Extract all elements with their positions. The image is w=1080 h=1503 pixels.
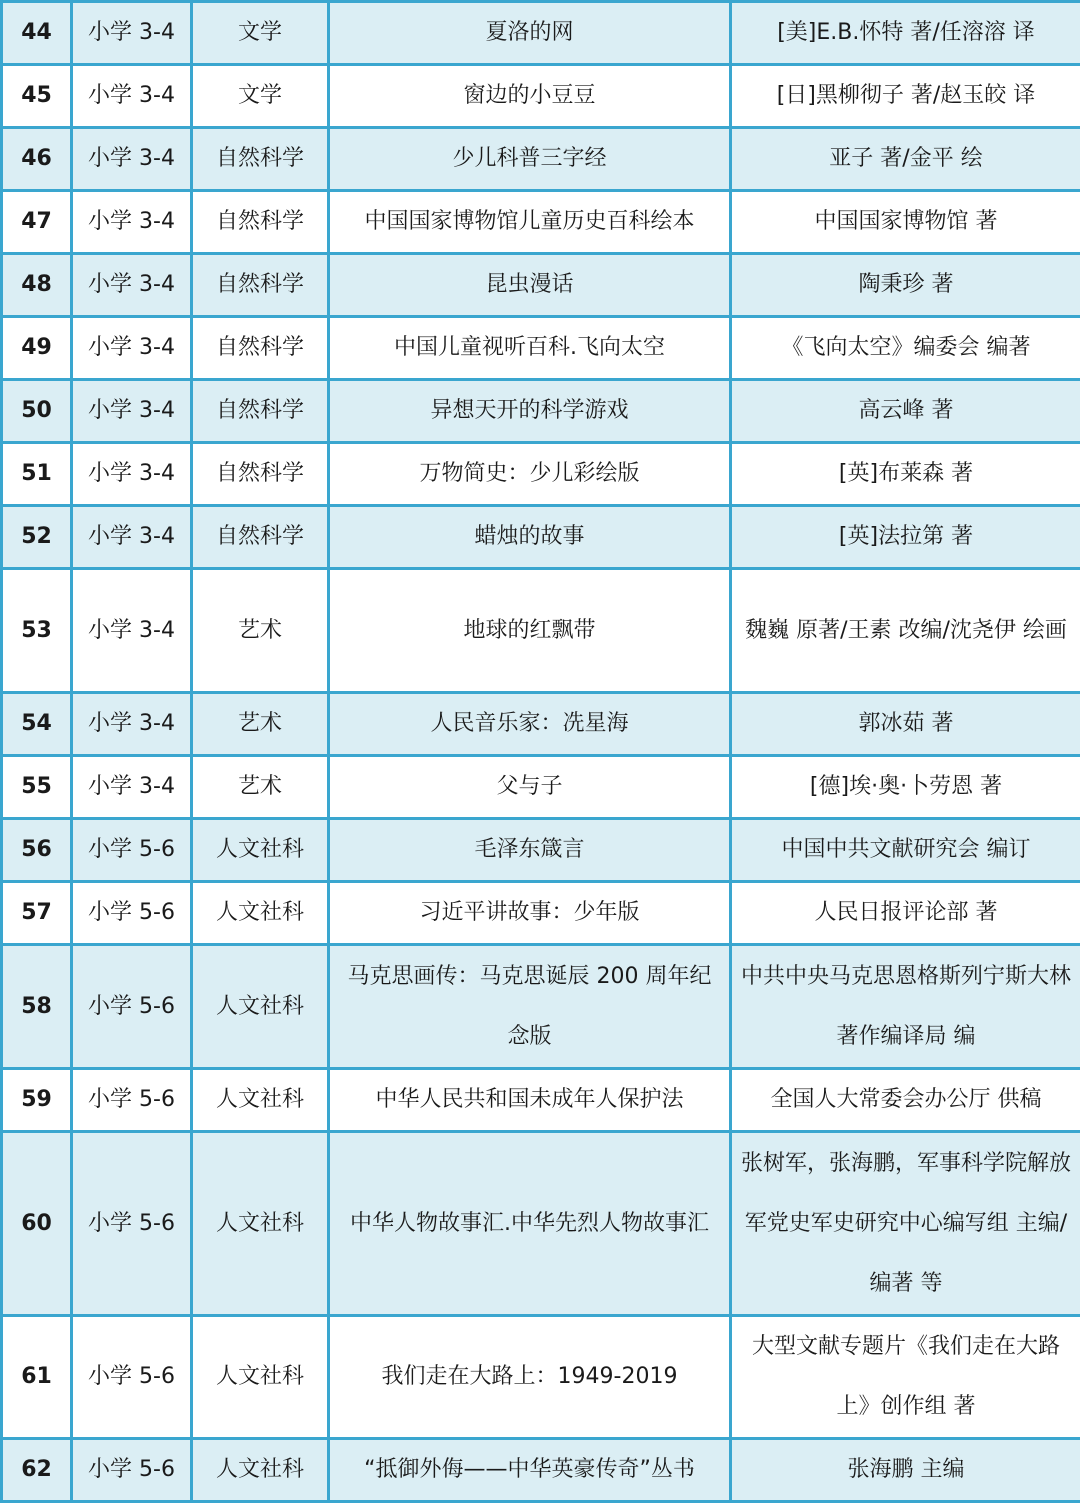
row-number: 60 — [2, 1132, 72, 1316]
category: 人文社科 — [192, 1132, 329, 1316]
grade-level: 小学 3-4 — [72, 65, 192, 128]
book-author: 亚子 著/金平 绘 — [731, 128, 1080, 191]
category: 人文社科 — [192, 1316, 329, 1439]
table-row — [2, 1439, 1080, 1502]
table-row — [2, 254, 1080, 317]
book-title: 人民音乐家：冼星海 — [329, 693, 731, 756]
table-row — [2, 443, 1080, 506]
category: 文学 — [192, 65, 329, 128]
grade-level: 小学 3-4 — [72, 569, 192, 693]
category: 人文社科 — [192, 882, 329, 945]
table-row — [2, 882, 1080, 945]
grade-level: 小学 3-4 — [72, 506, 192, 569]
grade-level: 小学 3-4 — [72, 443, 192, 506]
grade-level: 小学 5-6 — [72, 1316, 192, 1439]
row-number: 61 — [2, 1316, 72, 1439]
book-author: 郭冰茹 著 — [731, 693, 1080, 756]
row-number: 48 — [2, 254, 72, 317]
category: 自然科学 — [192, 443, 329, 506]
table-row — [2, 1069, 1080, 1132]
book-author: 陶秉珍 著 — [731, 254, 1080, 317]
book-title: 毛泽东箴言 — [329, 819, 731, 882]
book-author: 《飞向太空》编委会 编著 — [731, 317, 1080, 380]
book-author: 高云峰 著 — [731, 380, 1080, 443]
category: 人文社科 — [192, 945, 329, 1069]
row-number: 45 — [2, 65, 72, 128]
book-title: 中华人民共和国未成年人保护法 — [329, 1069, 731, 1132]
book-title: 昆虫漫话 — [329, 254, 731, 317]
grade-level: 小学 5-6 — [72, 1132, 192, 1316]
row-number: 47 — [2, 191, 72, 254]
table-row — [2, 2, 1080, 65]
category: 自然科学 — [192, 317, 329, 380]
table-row — [2, 317, 1080, 380]
row-number: 56 — [2, 819, 72, 882]
table-row — [2, 65, 1080, 128]
row-number: 55 — [2, 756, 72, 819]
book-title: 夏洛的网 — [329, 2, 731, 65]
grade-level: 小学 3-4 — [72, 380, 192, 443]
row-number: 50 — [2, 380, 72, 443]
category: 艺术 — [192, 693, 329, 756]
table-row — [2, 380, 1080, 443]
book-title: “抵御外侮——中华英豪传奇”丛书 — [329, 1439, 731, 1502]
book-author: 大型文献专题片《我们走在大路上》创作组 著 — [731, 1316, 1080, 1439]
book-title: 中国儿童视听百科.飞向太空 — [329, 317, 731, 380]
category: 自然科学 — [192, 191, 329, 254]
row-number: 49 — [2, 317, 72, 380]
grade-level: 小学 5-6 — [72, 819, 192, 882]
row-number: 62 — [2, 1439, 72, 1502]
book-title: 地球的红飘带 — [329, 569, 731, 693]
book-author: [日]黑柳彻子 著/赵玉皎 译 — [731, 65, 1080, 128]
book-title: 父与子 — [329, 756, 731, 819]
book-title: 马克思画传：马克思诞辰 200 周年纪念版 — [329, 945, 731, 1069]
book-author: [英]布莱森 著 — [731, 443, 1080, 506]
row-number: 44 — [2, 2, 72, 65]
grade-level: 小学 5-6 — [72, 1069, 192, 1132]
category: 人文社科 — [192, 1439, 329, 1502]
book-author: 张树军，张海鹏，军事科学院解放军党史军史研究中心编写组 主编/编著 等 — [731, 1132, 1080, 1316]
book-title: 异想天开的科学游戏 — [329, 380, 731, 443]
grade-level: 小学 3-4 — [72, 693, 192, 756]
table-row — [2, 756, 1080, 819]
grade-level: 小学 3-4 — [72, 128, 192, 191]
row-number: 46 — [2, 128, 72, 191]
book-author: [英]法拉第 著 — [731, 506, 1080, 569]
book-author: [德]埃·奥·卜劳恩 著 — [731, 756, 1080, 819]
category: 自然科学 — [192, 380, 329, 443]
category: 文学 — [192, 2, 329, 65]
table-row — [2, 191, 1080, 254]
book-author: 魏巍 原著/王素 改编/沈尧伊 绘画 — [731, 569, 1080, 693]
book-author: [美]E.B.怀特 著/任溶溶 译 — [731, 2, 1080, 65]
category: 艺术 — [192, 569, 329, 693]
row-number: 52 — [2, 506, 72, 569]
grade-level: 小学 5-6 — [72, 1439, 192, 1502]
table-row — [2, 569, 1080, 693]
row-number: 58 — [2, 945, 72, 1069]
table-row — [2, 945, 1080, 1069]
book-title: 窗边的小豆豆 — [329, 65, 731, 128]
table-row — [2, 506, 1080, 569]
book-author: 中国中共文献研究会 编订 — [731, 819, 1080, 882]
table-row — [2, 1132, 1080, 1316]
book-author: 人民日报评论部 著 — [731, 882, 1080, 945]
category: 人文社科 — [192, 819, 329, 882]
book-title: 我们走在大路上：1949-2019 — [329, 1316, 731, 1439]
book-title: 中华人物故事汇.中华先烈人物故事汇 — [329, 1132, 731, 1316]
table-row — [2, 693, 1080, 756]
grade-level: 小学 3-4 — [72, 317, 192, 380]
book-author: 全国人大常委会办公厅 供稿 — [731, 1069, 1080, 1132]
row-number: 57 — [2, 882, 72, 945]
row-number: 51 — [2, 443, 72, 506]
book-title: 万物简史：少儿彩绘版 — [329, 443, 731, 506]
category: 自然科学 — [192, 254, 329, 317]
book-author: 张海鹏 主编 — [731, 1439, 1080, 1502]
book-author: 中国国家博物馆 著 — [731, 191, 1080, 254]
grade-level: 小学 5-6 — [72, 945, 192, 1069]
row-number: 54 — [2, 693, 72, 756]
category: 艺术 — [192, 756, 329, 819]
book-title: 蜡烛的故事 — [329, 506, 731, 569]
book-author: 中共中央马克思恩格斯列宁斯大林著作编译局 编 — [731, 945, 1080, 1069]
category: 自然科学 — [192, 506, 329, 569]
grade-level: 小学 3-4 — [72, 2, 192, 65]
category: 自然科学 — [192, 128, 329, 191]
row-number: 59 — [2, 1069, 72, 1132]
table-row — [2, 1316, 1080, 1439]
grade-level: 小学 3-4 — [72, 191, 192, 254]
category: 人文社科 — [192, 1069, 329, 1132]
grade-level: 小学 5-6 — [72, 882, 192, 945]
table-row — [2, 819, 1080, 882]
grade-level: 小学 3-4 — [72, 254, 192, 317]
book-title: 少儿科普三字经 — [329, 128, 731, 191]
table-row — [2, 128, 1080, 191]
book-list-body — [2, 2, 1080, 1502]
grade-level: 小学 3-4 — [72, 756, 192, 819]
book-title: 中国国家博物馆儿童历史百科绘本 — [329, 191, 731, 254]
row-number: 53 — [2, 569, 72, 693]
book-title: 习近平讲故事：少年版 — [329, 882, 731, 945]
